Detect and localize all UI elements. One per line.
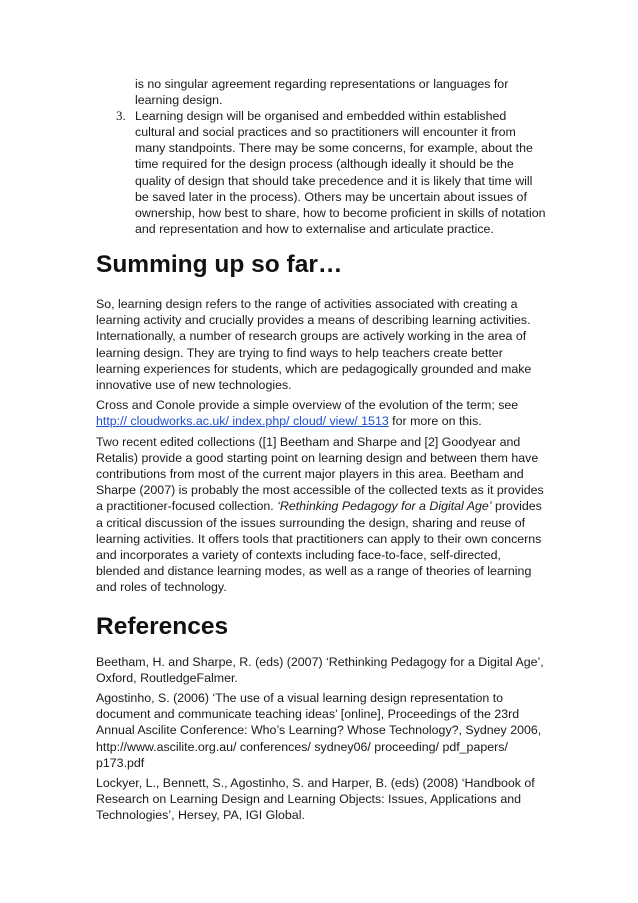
book-title-italic: ‘Rethinking Pedagogy for a Digital Age’ xyxy=(277,499,492,514)
section-heading-references: References xyxy=(96,612,229,640)
reference-item: Agostinho, S. (2006) ‘The use of a visual learning design representation to document and communicate teaching ideas’ [online], Proceedings of the 23rd Annual Ascilite Conference: Who’s Learning? Whose Technology?, Sydney 2006, http://www.ascilite.org.au/ conferences/ sydney06/ proceeding/ pdf_papers/ p173.pdf xyxy=(96,691,542,770)
numbered-list xyxy=(96,76,546,237)
list-item-text: Learning design will be organised and embedded within established cultural and social practices and so practitioners will encounter it from many standpoints. There may be some concerns, for example, about the time required for the design process (although ideally it should be the quality of design that should take precedence and it is likely that time will be saved later in the process). Others may be uncertain about issues of ownership, how best to share, how to become proficient in skills of notation and representation and how to externalise and articulate practice. xyxy=(135,109,546,236)
paragraph-overview xyxy=(96,397,546,429)
section-heading-summing-up: Summing up so far… xyxy=(96,251,343,278)
paragraph-definition: So, learning design refers to the range of activities associated with creating a learning activity and crucially provides a means of describing learning activities. Internationally, a number of research groups are actively working in the area of learning design. They are trying to find ways to help teachers create better learning experiences for students, which are pedagogically grounded and make innovative use of new technologies. xyxy=(96,297,532,393)
list-item-number: 3. xyxy=(116,108,126,124)
paragraph-text: for more on this. xyxy=(388,414,482,429)
paragraph-collections xyxy=(96,434,546,596)
paragraph-text: Cross and Conole provide a simple overview of the evolution of the term; see xyxy=(96,398,519,413)
list-item-text: is no singular agreement regarding representations or languages for learning design. xyxy=(135,77,509,108)
reference-item: Beetham, H. and Sharpe, R. (eds) (2007) ‘Rethinking Pedagogy for a Digital Age’, Oxford, RoutledgeFalmer. xyxy=(96,654,544,685)
main-content xyxy=(96,248,546,828)
list-item-3 xyxy=(96,108,546,237)
reference-item: Lockyer, L., Bennett, S., Agostinho, S. and Harper, B. (eds) (2008) ‘Handbook of Research on Learning Design and Learning Objects: Issues, Applications and Technologies’, Hersey, PA, IGI Global. xyxy=(96,776,535,823)
cloudworks-link[interactable]: http:// cloudworks.ac.uk/ index.php/ cloud/ view/ 1513 xyxy=(96,414,389,429)
paragraph-text: Two recent edited collections ([1] Beetham and Sharpe and [2] Goodyear and Retalis) provide a good starting point on learning design and between them have contributions from most of the current major players in this area. Beetham and Sharpe (2007) is probably the most accessible of the collected texts as it provides a practitioner-focused collection. xyxy=(96,434,544,514)
list-item-continuation xyxy=(96,76,546,108)
paragraph-text: provides a critical discussion of the issues surrounding the design, sharing and reuse of learning activities. It offers tools that practitioners can apply to their own concerns and incorporates a variety of contexts including face-to-face, self-directed, blended and distance learning modes, as well as a range of theories of learning and roles of technology. xyxy=(96,499,542,595)
